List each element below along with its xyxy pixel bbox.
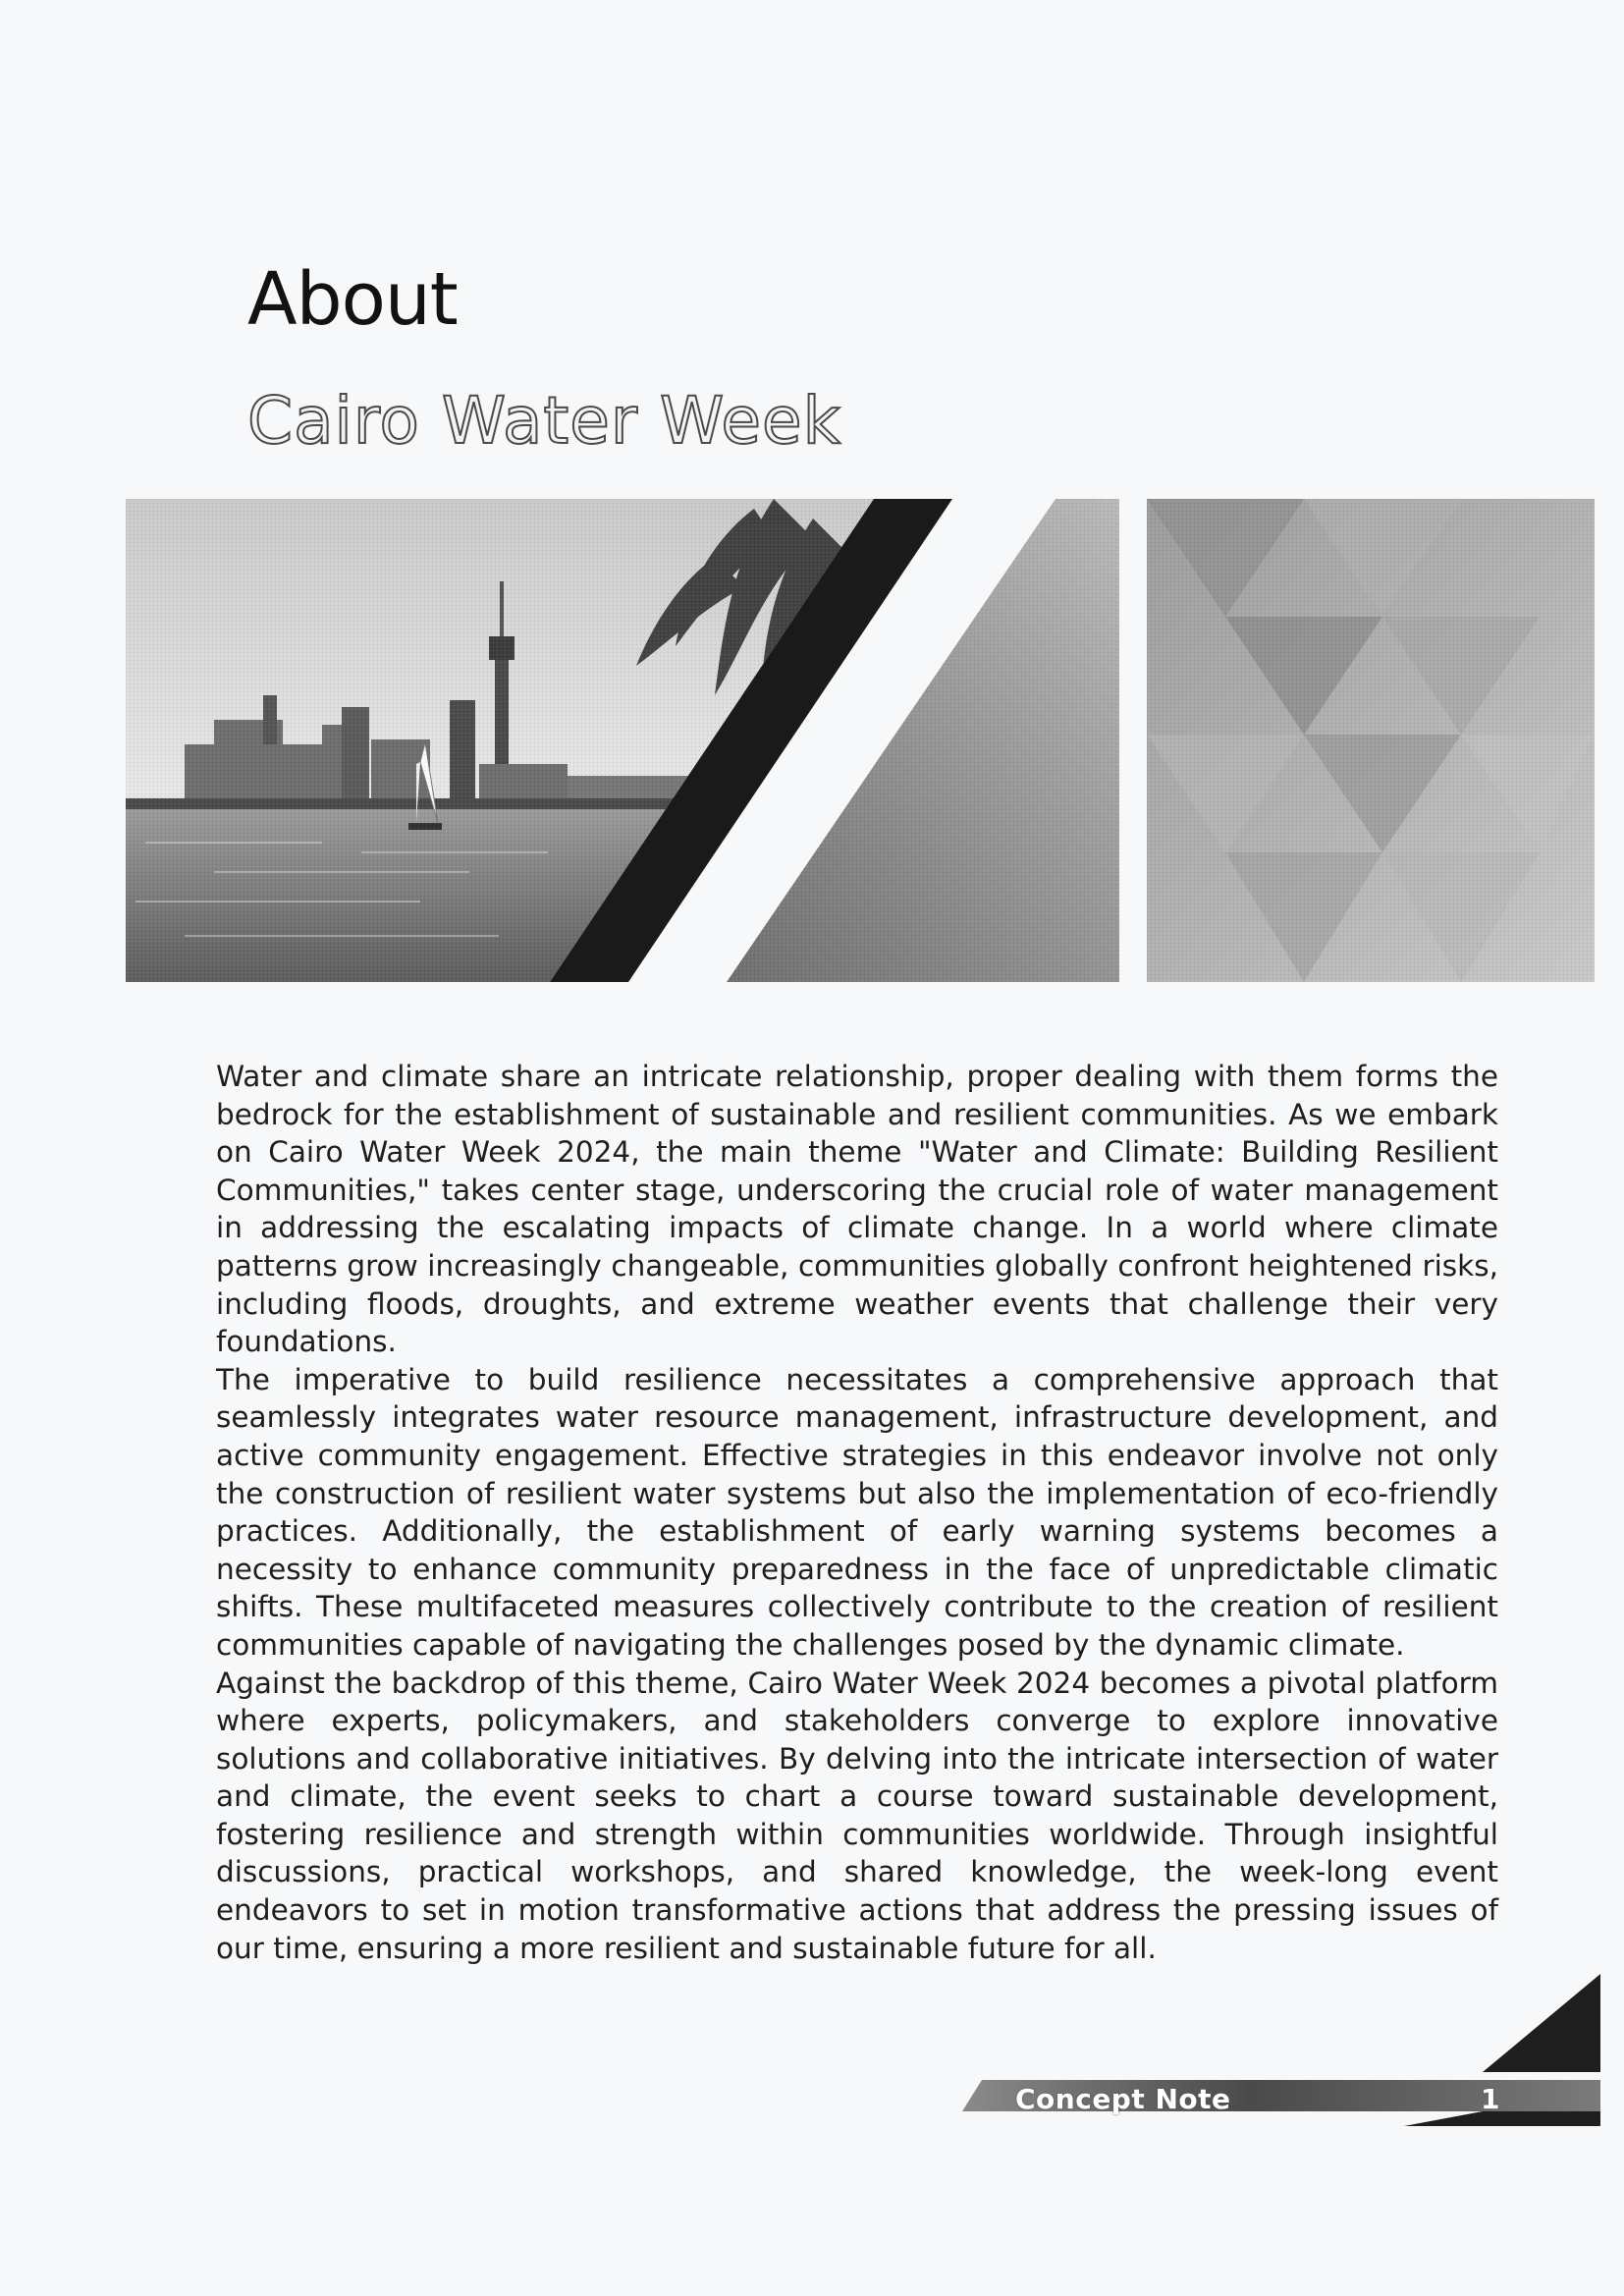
footer-label: Concept Note — [1015, 2083, 1231, 2115]
page-number: 1 — [1481, 2083, 1500, 2115]
body-text — [216, 1058, 1498, 1967]
hero-banner — [126, 499, 1595, 982]
footer-corner-triangle — [1483, 1974, 1600, 2072]
page-title: About — [247, 257, 458, 342]
footer-bottom-wedge — [1404, 2111, 1600, 2126]
triangle-pattern-panel — [1147, 499, 1595, 982]
paragraph-3: Against the backdrop of this theme, Cairo Water Week 2024 becomes a pivotal platform where experts, policymakers, and stakeholders converge to explore innovative solutions and collaborative initiatives. By delving into the intricate intersection of water and climate, the event seeks to chart a course toward sustainable development, fostering resilience and strength within communities worldwide. Through insightful discussions, practical workshops, and shared knowledge, the week-long event endeavors to set in motion transformative actions that address the pressing issues of our time, ensuring a more resilient and sustainable future for all. — [216, 1666, 1498, 1965]
paragraph-2: The imperative to build resilience necessitates a comprehensive approach that seamlessly integrates water resource management, infrastructure development, and active community engagement. Effective strategies in this endeavor involve not only the construction of resilient water systems but also the implementation of eco-friendly practices. Additionally, the establishment of early warning systems becomes a necessity to enhance community preparedness in the face of unpredictable climatic shifts. These multifaceted measures collectively contribute to the creation of resilient communities capable of navigating the challenges posed by the dynamic climate. — [216, 1362, 1498, 1662]
paragraph-1: Water and climate share an intricate relationship, proper dealing with them forms the bedrock for the establishment of sustainable and resilient communities. As we embark on Cairo Water Week 2024, the main theme "Water and Climate: Building Resilient Communities," takes center stage, underscoring the crucial role of water management in addressing the escalating impacts of climate change. In a world where climate patterns grow increasingly changeable, communities globally confront heightened risks, including floods, droughts, and extreme weather events that challenge their very foundations. — [216, 1060, 1498, 1359]
page-subtitle: Cairo Water Week — [247, 383, 841, 459]
